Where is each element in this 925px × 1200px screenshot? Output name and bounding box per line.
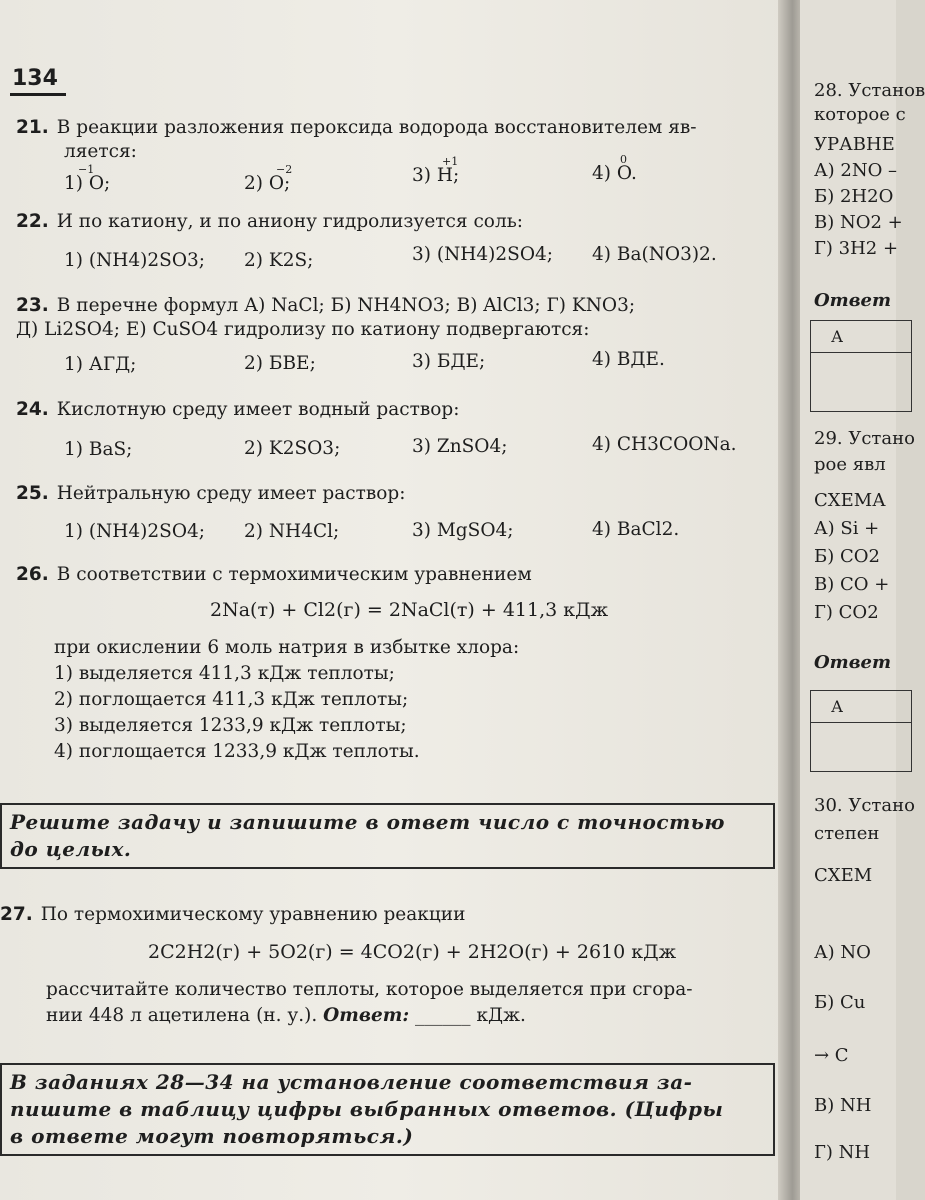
answer-table-header: А [811,321,911,353]
instruction-box [0,1063,775,1156]
option-4: 4) поглощается 1233,9 кДж теплоты. [54,741,420,762]
option-4: 4) BaCl2. [592,519,680,540]
option-3: 3) БДЕ; [412,351,486,372]
option-4: 4) O. [592,163,637,184]
question-text: Кислотную среду имеет водный раствор: [56,399,460,420]
question-27-answer-line [46,1004,526,1028]
oxidation-state: +1 [442,155,459,168]
question-26 [16,563,532,587]
option-2: 2) NH4Cl; [244,521,340,542]
instruction-line: пишите в таблицу цифры выбранных ответов. (Цифры [10,1097,724,1121]
page-number: 134 [12,66,58,91]
option-1: 1) BaS; [64,439,133,460]
right-page-line: В) CO + [814,574,890,595]
option-1: 1) (NH4)2SO3; [64,250,206,271]
option-2: 2) поглощается 411,3 кДж теплоты; [54,689,409,710]
right-page-line: Б) CO2 [814,546,880,567]
question-24 [16,398,459,422]
right-page-line: СХЕМ [814,865,873,886]
right-page-line: Б) 2H2O [814,186,894,207]
right-page-line: 28. Установ [814,80,925,101]
answer-table [810,690,912,772]
right-page-line: А) NO [814,942,871,963]
instruction-line: В заданиях 28—34 на установление соответствия за- [10,1070,693,1094]
option-3: 3) H; [412,165,460,186]
right-page-line: 29. Устано [814,428,915,449]
question-number: 26. [16,564,49,585]
option-4: 4) Ba(NO3)2. [592,244,717,265]
question-27-text-cont: рассчитайте количество теплоты, которое выделяется при сгора- [46,979,693,1000]
right-page-answer-label: Ответ [814,290,892,311]
option-3: 3) ZnSO4; [412,436,508,457]
option-2: 2) K2S; [244,250,314,271]
right-page-line: А) 2NO – [814,160,898,181]
page-number-underline [10,93,66,96]
answer-table [810,320,912,412]
right-page-line: степен [814,823,880,844]
question-text: Нейтральную среду имеет раствор: [56,483,406,504]
oxidation-state: 0 [620,153,627,166]
option-3: 3) (NH4)2SO4; [412,244,554,265]
adjacent-page [800,0,925,1200]
right-page-line: Г) 3H2 + [814,238,899,259]
question-number: 25. [16,483,49,504]
question-25 [16,482,405,506]
question-number: 21. [16,117,49,138]
question-number: 27. [0,904,33,925]
question-21-text-cont: ляется: [64,141,137,162]
right-page-line: В) NH [814,1095,872,1116]
option-1: 1) АГД; [64,354,137,375]
question-text: В реакции разложения пероксида водорода восстановителем яв- [56,117,697,138]
thermochemical-equation: 2C2H2(г) + 5O2(г) = 4CO2(г) + 2H2O(г) + 2610 кДж [148,941,677,963]
option-4: 4) CH3COONa. [592,434,737,455]
option-2: 2) K2SO3; [244,438,341,459]
thermochemical-equation: 2Na(т) + Cl2(г) = 2NaCl(т) + 411,3 кДж [210,599,609,621]
right-page-line: А) Si + [814,518,880,539]
question-text: В соответствии с термохимическим уравнением [56,564,532,585]
question-27 [0,903,465,927]
right-page-line: 30. Устано [814,795,915,816]
oxidation-state: −1 [78,163,95,176]
option-1: 1) (NH4)2SO4; [64,521,206,542]
right-page-line: Б) Cu [814,992,866,1013]
instruction-line: Решите задачу и запишите в ответ число с точностью [10,810,725,834]
right-page-line: рое явл [814,454,886,475]
option-3: 3) MgSO4; [412,520,514,541]
option-2: 2) БВЕ; [244,353,316,374]
question-21 [16,116,697,140]
book-gutter [778,0,802,1200]
right-page-line: Г) CO2 [814,602,879,623]
question-text: И по катиону, и по аниону гидролизуется соль: [56,211,524,232]
question-23-text-cont: Д) Li2SO4; Е) CuSO4 гидролизу по катиону подвергаются: [16,319,590,340]
question-22 [16,210,523,234]
option-3: 3) выделяется 1233,9 кДж теплоты; [54,715,407,736]
option-4: 4) ВДЕ. [592,349,665,370]
question-text: нии 448 л ацетилена (н. у.). [46,1005,318,1026]
option-1: 1) выделяется 411,3 кДж теплоты; [54,663,395,684]
instruction-line: в ответе могут повторяться.) [10,1124,414,1148]
oxidation-state: −2 [276,163,293,176]
right-page-line: СХЕМА [814,490,886,511]
instruction-line: до целых. [10,837,132,861]
question-number: 23. [16,295,49,316]
right-page-line: В) NO2 + [814,212,903,233]
right-page-line: Г) NH [814,1142,871,1163]
option-2: 2) O; [244,173,291,194]
answer-label: Ответ: [323,1005,410,1026]
question-26-text-cont: при окислении 6 моль натрия в избытке хлора: [54,637,520,658]
answer-unit: кДж. [476,1005,526,1026]
option-1: 1) O; [64,173,111,194]
right-page-line: которое с [814,104,906,125]
instruction-box [0,803,775,869]
answer-blank[interactable]: ______ [415,1005,471,1026]
question-number: 24. [16,399,49,420]
right-page-answer-label: Ответ [814,652,892,673]
question-text: В перечне формул А) NaCl; Б) NH4NO3; В) AlCl3; Г) KNO3; [56,295,636,316]
question-number: 22. [16,211,49,232]
right-page-line: → C [814,1045,849,1066]
question-23 [16,294,635,318]
right-page-line: УРАВНЕ [814,134,895,155]
answer-table-header: А [811,691,911,723]
question-text: По термохимическому уравнению реакции [40,904,466,925]
